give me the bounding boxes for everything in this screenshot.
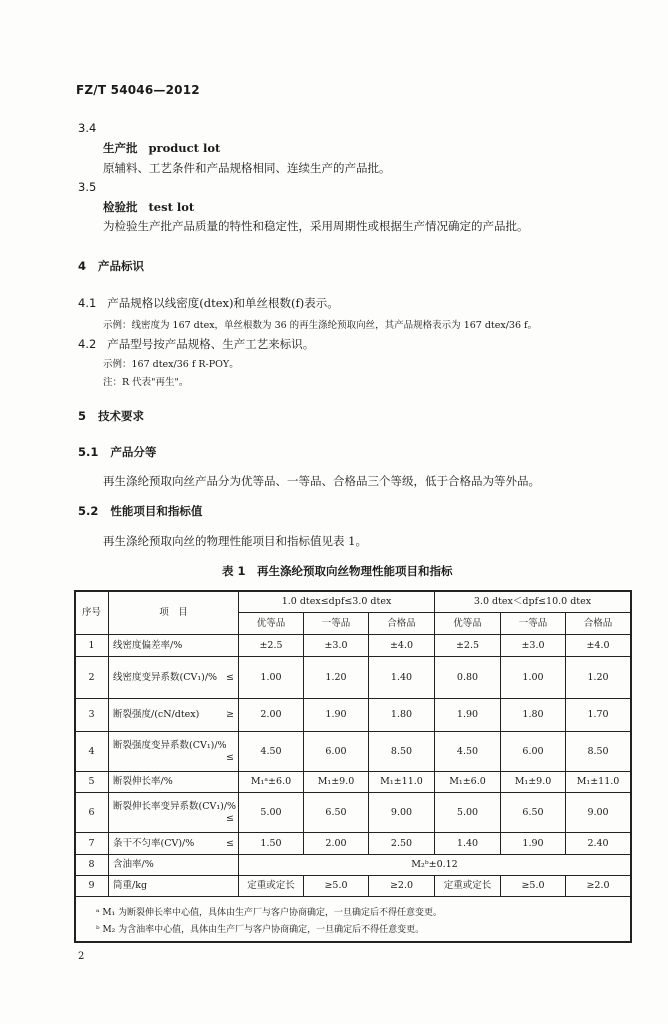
value-cell: 1.80 xyxy=(369,699,435,732)
value-cell: 4.50 xyxy=(239,732,304,772)
merged-value-cell: M₂ᵇ±0.12 xyxy=(239,855,631,876)
row-item-label: 含油率/% xyxy=(113,859,154,871)
row-number: 5 xyxy=(75,772,109,793)
section-5-heading: 5 技术要求 xyxy=(78,409,145,423)
value-cell: ±2.5 xyxy=(239,635,304,657)
clause-5-1-heading: 5.1 产品分等 xyxy=(78,445,157,459)
value-cell: M₁±9.0 xyxy=(304,772,369,793)
value-cell: ±4.0 xyxy=(369,635,435,657)
clause-3-5-term xyxy=(103,199,194,215)
grade-header: 优等品 xyxy=(239,613,304,635)
row-number: 6 xyxy=(75,793,109,833)
value-cell: 定重或定长 xyxy=(239,876,304,897)
clause-4-2: 4.2 产品型号按产品规格、生产工艺来标识。 xyxy=(78,337,315,351)
value-cell: M₁±11.0 xyxy=(369,772,435,793)
value-cell: 1.00 xyxy=(501,657,566,699)
value-cell: ±3.0 xyxy=(501,635,566,657)
table-caption: 表 1 再生涤纶预取向丝物理性能项目和指标 xyxy=(222,564,453,578)
value-cell: 1.90 xyxy=(501,833,566,855)
value-cell: ±3.0 xyxy=(304,635,369,657)
row-item-label: 断裂强度/(cN/dtex) xyxy=(113,709,200,721)
value-cell: M₁±9.0 xyxy=(501,772,566,793)
section-4-heading: 4 产品标识 xyxy=(78,259,145,273)
clause-3-4-definition: 原辅料、工艺条件和产品规格相同、连续生产的产品批。 xyxy=(103,161,391,175)
table-row xyxy=(75,699,631,732)
row-number: 2 xyxy=(75,657,109,699)
row-number: 3 xyxy=(75,699,109,732)
header-group-fine: 1.0 dtex≤dpf≤3.0 dtex xyxy=(239,591,435,613)
row-number: 1 xyxy=(75,635,109,657)
value-cell: 1.90 xyxy=(435,699,501,732)
row-item xyxy=(109,657,239,699)
header-no: 序号 xyxy=(75,591,109,635)
value-cell: ≥2.0 xyxy=(566,876,631,897)
row-item-label: 断裂伸长率/% xyxy=(113,776,173,788)
clause-5-2-text: 再生涤纶预取向丝的物理性能项目和指标值见表 1。 xyxy=(103,534,367,548)
table-row xyxy=(75,657,631,699)
value-cell: 6.50 xyxy=(501,793,566,833)
value-cell: 0.80 xyxy=(435,657,501,699)
footnote-a: ᵃ M₁ 为断裂伸长率中心值，具体由生产厂与客户协商确定，一旦确定后不得任意变更。 xyxy=(96,908,443,918)
clause-4-2-note: 注：R 代表"再生"。 xyxy=(103,377,189,388)
value-cell: 5.00 xyxy=(239,793,304,833)
clause-3-5-definition: 为检验生产批产品质量的特性和稳定性，采用周期性或根据生产情况确定的产品批。 xyxy=(103,219,529,233)
row-number: 8 xyxy=(75,855,109,876)
value-cell: 2.40 xyxy=(566,833,631,855)
row-item-label: 线密度变异系数(CV₁)/% xyxy=(113,671,218,683)
clause-3-4-term xyxy=(103,140,220,156)
row-item-label: 断裂强度变异系数(CV₁)/% xyxy=(113,739,227,751)
row-item xyxy=(109,772,239,793)
row-item-label: 筒重/kg xyxy=(113,880,148,892)
value-cell: 2.00 xyxy=(239,699,304,732)
value-cell: 9.00 xyxy=(566,793,631,833)
value-cell: ≥5.0 xyxy=(501,876,566,897)
value-cell: 8.50 xyxy=(566,732,631,772)
clause-5-1-text: 再生涤纶预取向丝产品分为优等品、一等品、合格品三个等级，低于合格品为等外品。 xyxy=(103,474,540,488)
table-row xyxy=(75,855,631,876)
row-item xyxy=(109,793,239,833)
value-cell: ≥5.0 xyxy=(304,876,369,897)
row-item xyxy=(109,855,239,876)
header-item: 项 目 xyxy=(109,591,239,635)
page-number: 2 xyxy=(78,951,85,962)
grade-header: 一等品 xyxy=(304,613,369,635)
value-cell: 6.00 xyxy=(501,732,566,772)
row-item xyxy=(109,876,239,897)
value-cell: 6.50 xyxy=(304,793,369,833)
row-item xyxy=(109,833,239,855)
clause-5-2-heading: 5.2 性能项目和指标值 xyxy=(78,504,203,518)
value-cell: 1.20 xyxy=(566,657,631,699)
row-item-label: 断裂伸长率变异系数(CV₁)/% xyxy=(113,800,237,812)
value-cell: 1.40 xyxy=(369,657,435,699)
row-item xyxy=(109,699,239,732)
row-item xyxy=(109,732,239,772)
value-cell: 1.70 xyxy=(566,699,631,732)
value-cell: 1.50 xyxy=(239,833,304,855)
clause-3-5-number: 3.5 xyxy=(78,180,97,194)
value-cell: M₁±11.0 xyxy=(566,772,631,793)
row-item-label: 条干不匀率(CV)/% xyxy=(113,837,195,849)
value-cell: M₁ᵃ±6.0 xyxy=(239,772,304,793)
value-cell: ≥2.0 xyxy=(369,876,435,897)
inequality-symbol: ≤ xyxy=(226,751,234,763)
inequality-symbol: ≤ xyxy=(226,671,234,683)
grade-header: 合格品 xyxy=(566,613,631,635)
value-cell: ±4.0 xyxy=(566,635,631,657)
term-en: product lot xyxy=(148,141,221,155)
properties-table xyxy=(74,590,631,933)
table-row xyxy=(75,732,631,772)
clause-4-1: 4.1 产品规格以线密度(dtex)和单丝根数(f)表示。 xyxy=(78,296,339,310)
value-cell: M₁±6.0 xyxy=(435,772,501,793)
value-cell: 8.50 xyxy=(369,732,435,772)
value-cell: 9.00 xyxy=(369,793,435,833)
clause-4-2-example: 示例：167 dtex/36 f R-POY。 xyxy=(103,359,239,370)
header-group-coarse: 3.0 dtex＜dpf≤10.0 dtex xyxy=(435,591,631,613)
grade-header: 一等品 xyxy=(501,613,566,635)
value-cell: 定重或定长 xyxy=(435,876,501,897)
inequality-symbol: ≤ xyxy=(226,837,234,849)
table-row xyxy=(75,833,631,855)
value-cell: 1.20 xyxy=(304,657,369,699)
value-cell: 4.50 xyxy=(435,732,501,772)
value-cell: 1.40 xyxy=(435,833,501,855)
value-cell: 2.50 xyxy=(369,833,435,855)
table-row xyxy=(75,772,631,793)
footnote-b: ᵇ M₂ 为含油率中心值，具体由生产厂与客户协商确定，一旦确定后不得任意变更。 xyxy=(96,925,425,935)
grade-header: 合格品 xyxy=(369,613,435,635)
term-cn: 检验批 xyxy=(103,200,138,214)
standard-code-header: FZ/T 54046—2012 xyxy=(76,83,200,97)
value-cell: 2.00 xyxy=(304,833,369,855)
inequality-symbol: ≥ xyxy=(226,709,234,721)
row-number: 4 xyxy=(75,732,109,772)
term-en: test lot xyxy=(148,200,195,214)
row-number: 7 xyxy=(75,833,109,855)
value-cell: 5.00 xyxy=(435,793,501,833)
row-item xyxy=(109,635,239,657)
table-row xyxy=(75,635,631,657)
table-row xyxy=(75,793,631,833)
value-cell: 1.80 xyxy=(501,699,566,732)
grade-header: 优等品 xyxy=(435,613,501,635)
value-cell: 1.00 xyxy=(239,657,304,699)
table-row xyxy=(75,876,631,897)
row-item-label: 线密度偏差率/% xyxy=(113,639,183,651)
inequality-symbol: ≤ xyxy=(226,812,234,824)
value-cell: 1.90 xyxy=(304,699,369,732)
clause-3-4-number: 3.4 xyxy=(78,121,97,135)
value-cell: 6.00 xyxy=(304,732,369,772)
term-cn: 生产批 xyxy=(103,141,138,155)
row-number: 9 xyxy=(75,876,109,897)
value-cell: ±2.5 xyxy=(435,635,501,657)
clause-4-1-example: 示例：线密度为 167 dtex，单丝根数为 36 的再生涤纶预取向丝，其产品规格表示为 167 dtex/36 f。 xyxy=(103,320,538,331)
